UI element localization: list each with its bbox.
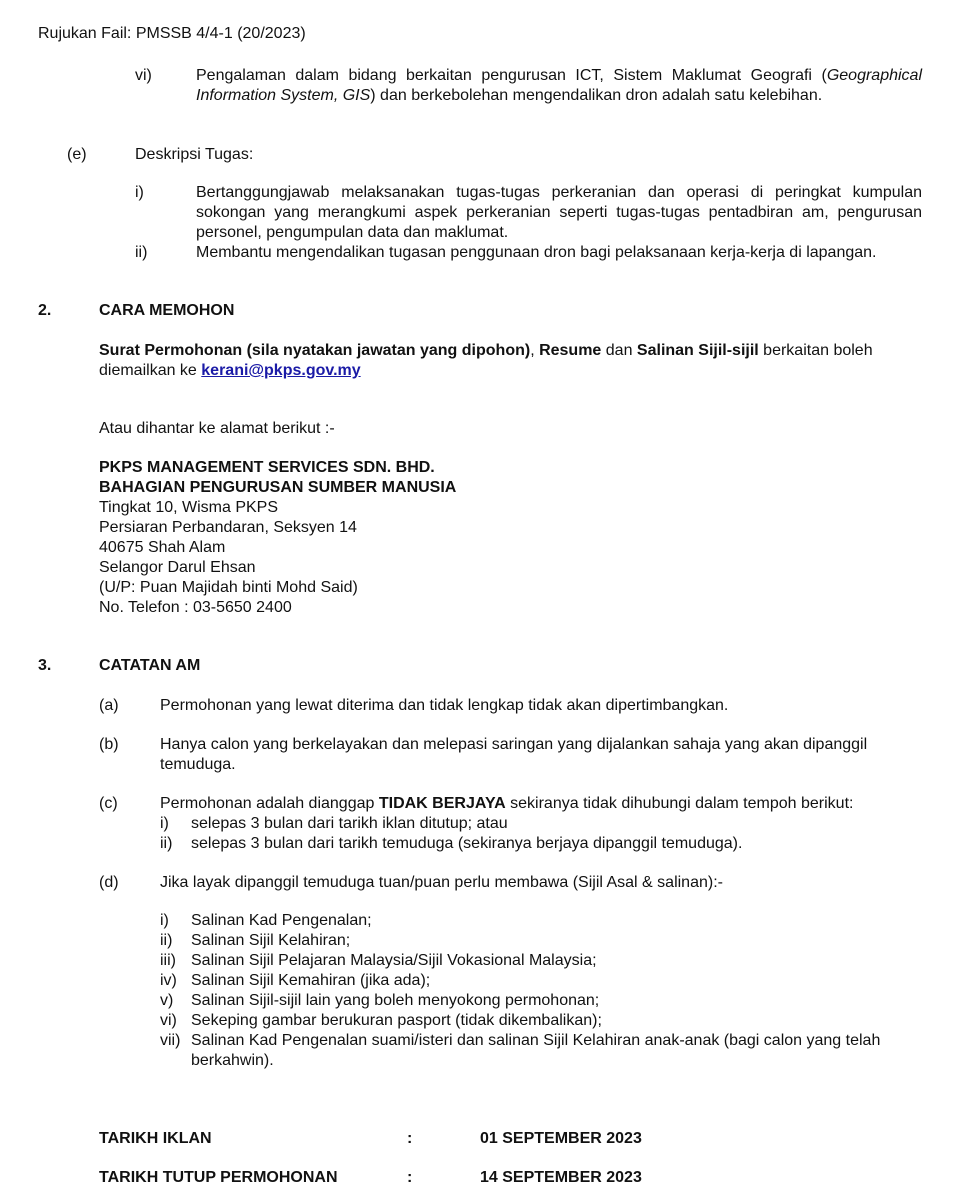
note-letter: (c) [99,795,118,812]
text: , [530,342,540,359]
email-link[interactable]: kerani@pkps.gov.my [201,362,361,379]
note-letter: (a) [99,697,119,714]
list-item: Salinan Sijil Kemahiran (jika ada); [191,972,431,989]
item-number: vi) [160,1012,177,1029]
note-text: Permohonan yang lewat diterima dan tidak lengkap tidak akan dipertimbangkan. [160,697,729,714]
colon: : [407,1169,413,1186]
section-title: CATATAN AM [99,657,201,674]
note-text [160,794,940,814]
bold-text: Salinan Sijil-sijil [636,342,759,359]
section-title: CARA MEMOHON [99,302,235,319]
list-item: Sekeping gambar berukuran pasport (tidak dikembalikan); [191,1012,602,1029]
list-item: selepas 3 bulan dari tarikh temuduga (sekiranya berjaya dipanggil temuduga). [191,835,743,852]
note-letter: (d) [99,874,119,891]
application-instructions [99,341,899,381]
bold-text: Resume [539,342,602,359]
item-number: i) [135,184,144,201]
task-description: Membantu mengendalikan tugasan penggunaan dron bagi pelaksanaan kerja-kerja di lapangan. [196,244,877,261]
note-text: Hanya calon yang berkelayakan dan melepasi saringan yang dijalankan sahaja yang akan dipanggil temuduga. [160,736,868,773]
list-item: Salinan Kad Pengenalan; [191,912,372,929]
item-number: i) [160,912,169,929]
file-reference: Rujukan Fail: PMSSB 4/4-1 (20/2023) [38,25,306,42]
company-name: PKPS MANAGEMENT SERVICES SDN. BHD. [99,459,435,476]
section-title: Deskripsi Tugas: [135,146,254,163]
text: berkaitan boleh diemailkan ke [99,342,873,379]
list-item: Salinan Kad Pengenalan suami/isteri dan salinan Sijil Kelahiran anak-anak (bagi calon yang telah berkahwin). [191,1032,881,1069]
list-item: Salinan Sijil-sijil lain yang boleh menyokong permohonan; [191,992,600,1009]
item-number: ii) [135,244,148,261]
text: sekiranya tidak dihubungi dalam tempoh berikut: [505,795,854,812]
note-letter: (b) [99,736,119,753]
address-line: 40675 Shah Alam [99,539,226,556]
list-item: selepas 3 bulan dari tarikh iklan ditutup; atau [191,815,508,832]
advert-date-label: TARIKH IKLAN [99,1130,212,1147]
text: dan [601,342,637,359]
advert-date-value: 01 SEPTEMBER 2023 [480,1130,642,1147]
section-number: 3. [38,657,52,674]
bold-text: Surat Permohonan (sila nyatakan jawatan yang dipohon) [99,342,531,359]
address-line: Tingkat 10, Wisma PKPS [99,499,279,516]
address-line: Persiaran Perbandaran, Seksyen 14 [99,519,357,536]
list-item: Salinan Sijil Pelajaran Malaysia/Sijil Vokasional Malaysia; [191,952,597,969]
department-name: BAHAGIAN PENGURUSAN SUMBER MANUSIA [99,479,457,496]
item-number: iv) [160,972,177,989]
note-text: Jika layak dipanggil temuduga tuan/puan perlu membawa (Sijil Asal & salinan):- [160,874,723,891]
item-number: vii) [160,1032,181,1049]
requirement-text [196,66,922,106]
item-number: v) [160,992,174,1009]
requirement-text-italic: Geographical Information System, GIS [196,67,922,104]
alternative-text: Atau dihantar ke alamat berikut :- [99,420,335,437]
colon: : [407,1130,413,1147]
closing-date-label: TARIKH TUTUP PERMOHONAN [99,1169,338,1186]
bold-text: TIDAK BERJAYA [378,795,506,812]
address-line: Selangor Darul Ehsan [99,559,256,576]
task-description: Bertanggungjawab melaksanakan tugas-tugas perkeranian dan operasi di peringkat kumpulan sokongan yang merangkumi aspek perkeranian seperti tugas-tugas pentadbiran am, pengurusan personel, pengumpulan data dan maklumat. [196,184,922,241]
section-number: 2. [38,302,52,319]
list-item: Salinan Sijil Kelahiran; [191,932,351,949]
closing-date-value: 14 SEPTEMBER 2023 [480,1169,642,1186]
item-number: ii) [160,835,173,852]
section-letter: (e) [67,146,87,163]
item-number: vi) [135,67,152,84]
address-line: (U/P: Puan Majidah binti Mohd Said) [99,579,358,596]
item-number: ii) [160,932,173,949]
address-line: No. Telefon : 03-5650 2400 [99,599,292,616]
requirement-text-part: Pengalaman dalam bidang berkaitan pengurusan ICT, Sistem Maklumat Geografi ( [196,67,827,84]
item-number: iii) [160,952,176,969]
item-number: i) [160,815,169,832]
text: Permohonan adalah dianggap [160,795,379,812]
requirement-text-part: ) dan berkebolehan mengendalikan dron adalah satu kelebihan. [370,87,823,104]
